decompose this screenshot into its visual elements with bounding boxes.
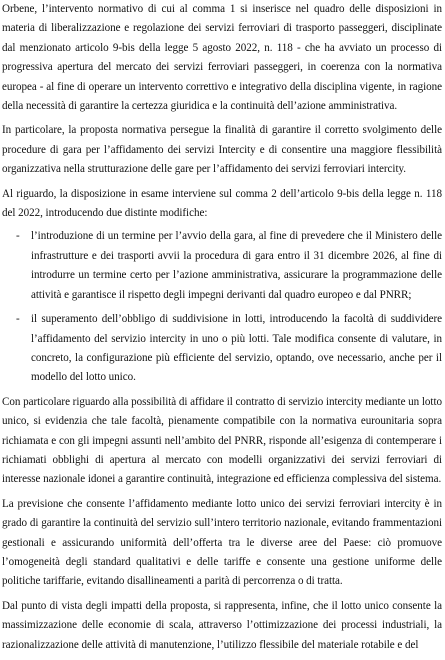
list-item-text: il superamento dell’obbligo di suddivisione in lotti, introducendo la facoltà di suddividere l’affidamento del servizio intercity in uno o più lotti. Tale modifica consente di valutare, in concreto, la configurazione più efficiente del servizio, optando, ove necessario, anche per il modello del lotto unico. — [31, 313, 442, 384]
paragraph-impacts: Dal punto di vista degli impatti della proposta, si rappresenta, infine, che il lotto unico consente la massimizzazione delle economie di scala, attraverso l’ottimizzazione dei processi industriali, la razionalizzazione delle attività di manutenzione, l’utilizzo flessibile del materiale rotabile e del — [2, 599, 442, 651]
paragraph-amendments-intro: Al riguardo, la disposizione in esame interviene sul comma 2 dell’articolo 9-bis della legge n. 118 del 2022, introducendo due distinte modifiche: — [2, 187, 442, 220]
amendments-list — [2, 227, 442, 387]
bullet-dash: - — [16, 230, 20, 243]
paragraph-context: Orbene, l’intervento normativo di cui al comma 1 si inserisce nel quadro delle disposizioni in materia di liberalizzazione e regolazione dei servizi ferroviari di trasporto passeggeri, disciplinate dal menzionato articolo 9-bis della legge 5 agosto 2022, n. 118 - che ha avviato un processo di progressiva apertura del mercato dei servizi ferroviari passeggeri, in coerenza con la normativa europea - al fine di operare un intervento correttivo e integrativo della disciplina vigente, in ragione della necessità di garantire la certezza giuridica e la continuità dell’azione amministrativa. — [2, 3, 442, 113]
list-item — [2, 310, 442, 388]
list-item-text: l’introduzione di un termine per l’avvio della gara, al fine di prevedere che il Ministero delle infrastrutture e dei trasporti avvii la procedura di gara entro il 31 dicembre 2026, al fine di introdurre un termine certo per l’azione amministrativa, assicurare la programmazione delle attività e garantisce il rispetto degli impegni derivanti dal quadro europeo e dal PNRR; — [31, 230, 442, 301]
paragraph-continuity: La previsione che consente l’affidamento mediante lotto unico dei servizi ferroviari intercity è in grado di garantire la continuità del servizio sull’intero territorio nazionale, evitando frammentazioni gestionali e assicurando uniformità dell’offerta tra le diverse aree del Paese: ciò promuove l’omogeneità degli standard qualitativi e delle tariffe e consente una gestione uniforme delle politiche tariffarie, evitando disallineamenti a parità di percorrenza o di tratta. — [2, 497, 442, 588]
bullet-dash: - — [16, 313, 20, 326]
paragraph-purpose: In particolare, la proposta normativa persegue la finalità di garantire il corretto svolgimento delle procedure di gara per l’affidamento dei servizi Intercity e di consentire una maggiore flessibilità organizzativa nella strutturazione delle gare per l’affidamento dei servizi ferroviari intercity. — [2, 124, 442, 176]
list-item — [2, 227, 442, 305]
document-page — [2, 0, 442, 660]
paragraph-single-lot: Con particolare riguardo alla possibilità di affidare il contratto di servizio intercity mediante un lotto unico, si evidenzia che tale facoltà, pienamente compatibile con la normativa eurounitaria sopra richiamata e con gli impegni assunti nell’ambito del PNRR, risponde all’esigenza di contemperare i richiamati obblighi di apertura al mercato con modelli organizzativi dei servizi ferroviari di interesse nazionale idonei a garantire continuità, integrazione ed efficienza complessiva del sistema. — [2, 395, 442, 486]
